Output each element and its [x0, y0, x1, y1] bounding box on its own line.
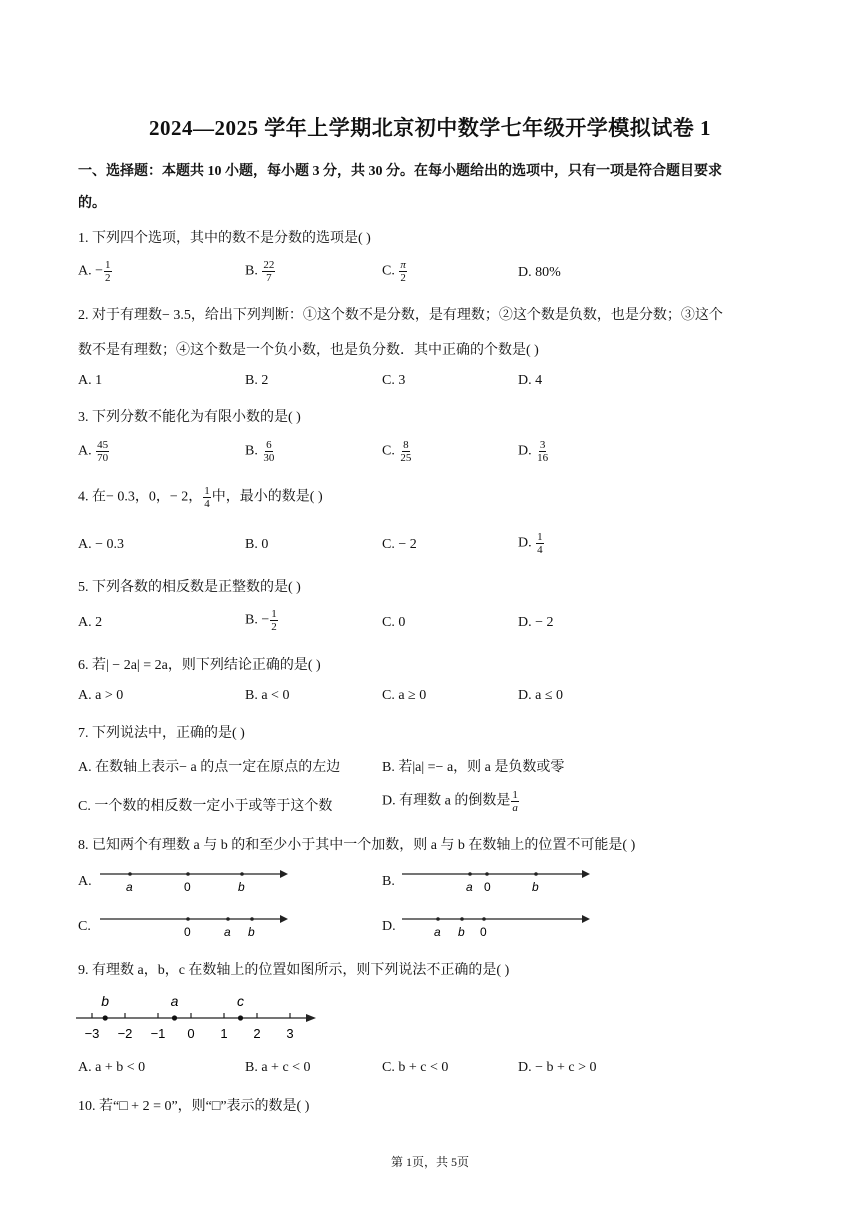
- q1-option-a: A. − $\frac{1}{2}$: [78, 259, 111, 284]
- question-1-stem: 1. 下列四个选项，其中的数不是分数的选项是( ): [78, 231, 371, 246]
- q9-tick-label: 0: [187, 1026, 195, 1041]
- q1-option-d: D. 80%: [518, 265, 561, 280]
- q2-option-a: A. 1: [78, 373, 103, 388]
- q9-tick-label: −3: [84, 1026, 100, 1041]
- q3-option-b: B. $\frac{6}{30}$: [245, 439, 275, 464]
- q9-tick-label: 2: [253, 1026, 261, 1041]
- q1-option-b: B. $\frac{22}{7}$: [245, 259, 275, 284]
- q9-point-label-b: b: [101, 993, 110, 1009]
- axis-label-a: a: [126, 880, 133, 894]
- q5-option-d: D. − 2: [518, 615, 554, 630]
- q5-option-a: A. 2: [78, 615, 103, 630]
- q8-option-d-label: D.: [382, 919, 396, 934]
- question-3-stem: 3. 下列分数不能化为有限小数的是( ): [78, 410, 301, 425]
- axis-label-a: a: [434, 925, 441, 939]
- axis-label-0: 0: [184, 925, 191, 939]
- axis-label-a: a: [466, 880, 473, 894]
- q4-option-a: A. − 0.3: [78, 537, 125, 552]
- q8-option-b-label: B.: [382, 874, 395, 889]
- q9-point-b: [103, 1015, 108, 1020]
- q8-option-b-number-line: [402, 866, 592, 896]
- q4-option-d: D. $\frac{1}{4}$: [518, 531, 543, 556]
- question-9-stem: 9. 有理数 a，b，c 在数轴上的位置如图所示，则下列说法不正确的是( ): [78, 963, 510, 978]
- q6-option-a: A. a > 0: [78, 688, 124, 703]
- axis-label-b: b: [532, 880, 539, 894]
- axis-label-0: 0: [480, 925, 487, 939]
- q6-option-b: B. a < 0: [245, 688, 290, 703]
- question-2-stem-line2: 数不是有理数；④这个数是一个负小数，也是负分数．其中正确的个数是( ): [78, 343, 539, 358]
- q2-option-b: B. 2: [245, 373, 269, 388]
- q8-option-a-number-line: [100, 866, 290, 896]
- q6-option-c: C. a ≥ 0: [382, 688, 427, 703]
- q2-option-d: D. 4: [518, 373, 543, 388]
- q7-option-a: A. 在数轴上表示− a 的点一定在原点的左边: [78, 760, 341, 775]
- q5-option-b: B. − $\frac{1}{2}$: [245, 608, 277, 633]
- section-heading-line2: 的。: [78, 196, 106, 211]
- q8-option-c-label: C.: [78, 919, 91, 934]
- q3-option-d: D. $\frac{3}{16}$: [518, 439, 549, 464]
- q8-option-c-number-line: [100, 911, 290, 941]
- q9-tick-label: 3: [286, 1026, 294, 1041]
- q7-option-b: B. 若|a| =− a，则 a 是负数或零: [382, 760, 565, 775]
- q9-point-label-c: c: [237, 993, 244, 1009]
- axis-label-0: 0: [484, 880, 491, 894]
- section-heading-line1: 一、选择题：本题共 10 小题，每小题 3 分，共 30 分。在每小题给出的选项中，只有一项是符合题目要求: [78, 164, 722, 179]
- q9-point-c: [238, 1015, 243, 1020]
- q9-number-line: [76, 990, 326, 1046]
- axis-label-0: 0: [184, 880, 191, 894]
- q6-option-d: D. a ≤ 0: [518, 688, 564, 703]
- q3-option-c: C. $\frac{8}{25}$: [382, 439, 412, 464]
- q1-option-c: C. $\frac{\pi}{2}$: [382, 259, 406, 284]
- q8-option-a-label: A.: [78, 874, 92, 889]
- q4-option-c: C. − 2: [382, 537, 417, 552]
- q9-tick-label: −2: [117, 1026, 133, 1041]
- question-8-stem: 8. 已知两个有理数 a 与 b 的和至少小于其中一个加数，则 a 与 b 在数轴上的位置不可能是( ): [78, 838, 636, 853]
- page-title: 2024—2025 学年上学期北京初中数学七年级开学模拟试卷 1: [149, 116, 711, 140]
- q9-tick-label: 1: [220, 1026, 228, 1041]
- q9-option-c: C. b + c < 0: [382, 1060, 449, 1075]
- q9-point-label-a: a: [170, 993, 179, 1009]
- q9-point-a: [172, 1015, 177, 1020]
- question-5-stem: 5. 下列各数的相反数是正整数的是( ): [78, 580, 301, 595]
- question-7-stem: 7. 下列说法中，正确的是( ): [78, 726, 245, 741]
- question-4-stem: 4. 在− 0.3，0，− 2， $\frac{1}{4}$ 中，最小的数是( ): [78, 485, 323, 510]
- question-10-stem: 10. 若“□ + 2 = 0”，则“□”表示的数是( ): [78, 1099, 310, 1114]
- q9-option-d: D. − b + c > 0: [518, 1060, 597, 1075]
- axis-label-a: a: [224, 925, 231, 939]
- axis-label-b: b: [238, 880, 245, 894]
- question-6-stem: 6. 若| − 2a| = 2a，则下列结论正确的是( ): [78, 658, 321, 673]
- q9-option-a: A. a + b < 0: [78, 1060, 146, 1075]
- q3-option-a: A. $\frac{45}{70}$: [78, 439, 109, 464]
- axis-label-b: b: [248, 925, 255, 939]
- q4-option-b: B. 0: [245, 537, 269, 552]
- q7-option-c: C. 一个数的相反数一定小于或等于这个数: [78, 799, 333, 814]
- page-footer: 第 1页，共 5页: [390, 1155, 469, 1169]
- q8-option-d-number-line: [402, 911, 592, 941]
- question-2-stem-line1: 2. 对于有理数− 3.5，给出下列判断：①这个数不是分数，是有理数；②这个数是负数，也是分数；③这个: [78, 308, 723, 323]
- q2-option-c: C. 3: [382, 373, 406, 388]
- q7-option-d: D. 有理数 a 的倒数是 $\frac{1}{a}$: [382, 789, 518, 814]
- q9-tick-label: −1: [150, 1026, 166, 1041]
- axis-label-b: b: [458, 925, 465, 939]
- q5-option-c: C. 0: [382, 615, 406, 630]
- q9-option-b: B. a + c < 0: [245, 1060, 311, 1075]
